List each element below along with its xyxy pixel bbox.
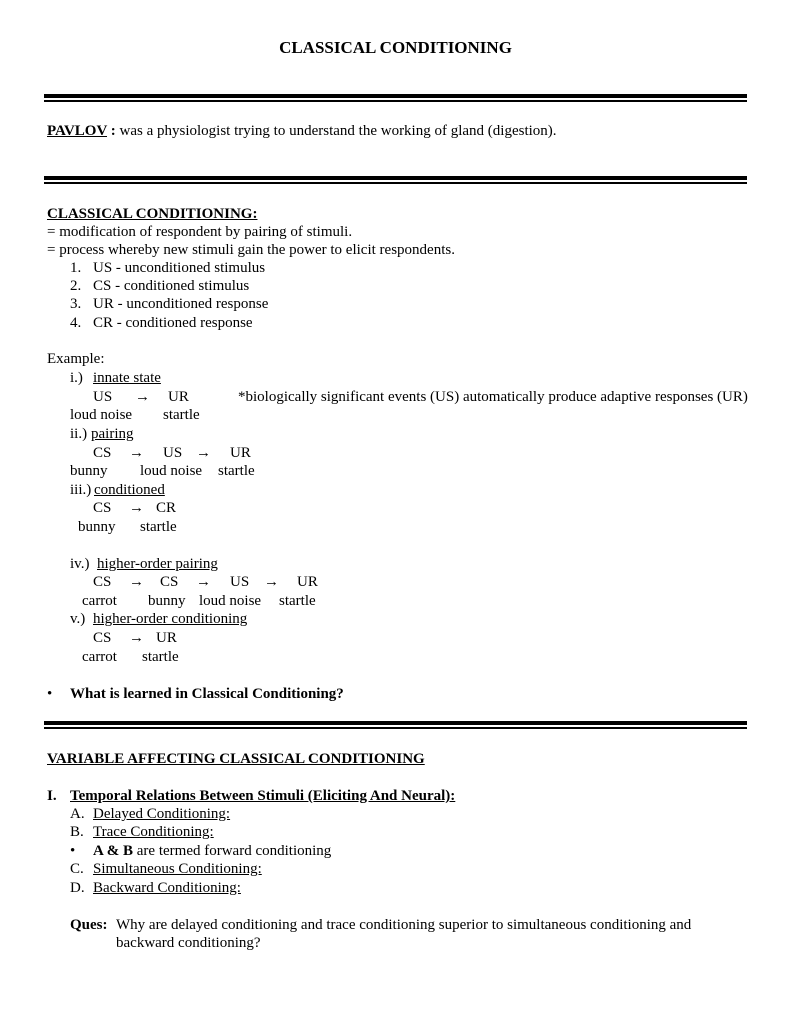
cc-definition-1: = modification of respondent by pairing of stimuli. xyxy=(47,224,353,240)
ques-text-line-1: Why are delayed conditioning and trace conditioning superior to simultaneous conditioning and xyxy=(116,917,692,933)
trace-conditioning: Trace Conditioning: xyxy=(93,824,214,840)
arrow-icon: → xyxy=(129,630,144,646)
page-title: CLASSICAL CONDITIONING xyxy=(279,38,512,57)
variables-heading: VARIABLE AFFECTING CLASSICAL CONDITIONING xyxy=(47,751,425,767)
stimulus-word: loud noise xyxy=(140,463,203,479)
learned-question: What is learned in Classical Conditioning? xyxy=(70,686,344,702)
stimulus-word: carrot xyxy=(82,649,117,665)
list-letter: C. xyxy=(70,861,84,877)
symbol-cs: CS xyxy=(93,630,112,646)
example-label: Example: xyxy=(47,351,105,367)
divider xyxy=(44,176,747,184)
cc-item-num: 4. xyxy=(70,315,82,331)
example-step-num: v.) xyxy=(70,611,86,627)
ques-label: Ques: xyxy=(70,917,108,933)
example-step-title: innate state xyxy=(93,370,161,386)
response-word: startle xyxy=(142,649,179,665)
symbol-cs: CS xyxy=(93,500,112,516)
pavlov-line xyxy=(47,122,557,140)
cc-item-text: CS - conditioned stimulus xyxy=(93,278,250,294)
response-word: startle xyxy=(163,407,200,423)
arrow-icon: → xyxy=(196,445,211,461)
cc-item-text: UR - unconditioned response xyxy=(93,296,269,312)
cc-definition-2: = process whereby new stimuli gain the power to elicit respondents. xyxy=(47,242,455,258)
arrow-icon: → xyxy=(129,500,144,516)
response-word: startle xyxy=(279,593,316,609)
example-step-num: ii.) xyxy=(70,426,88,442)
response-word: startle xyxy=(218,463,255,479)
cc-item-text: CR - conditioned response xyxy=(93,315,253,331)
innate-note: *biologically significant events (US) automatically produce adaptive responses (UR) xyxy=(238,389,748,405)
arrow-icon: → xyxy=(129,574,144,590)
list-letter: D. xyxy=(70,880,85,896)
arrow-icon: → xyxy=(264,574,279,590)
stimulus-word: bunny xyxy=(78,519,116,535)
forward-note-text: are termed forward conditioning xyxy=(133,843,332,859)
list-letter: B. xyxy=(70,824,84,840)
symbol-cs: CS xyxy=(160,574,179,590)
symbol-cs: CS xyxy=(93,445,112,461)
stimulus-word: bunny xyxy=(70,463,108,479)
stimulus-word: bunny xyxy=(148,593,186,609)
example-step-num: iv.) xyxy=(70,556,90,572)
cc-item-num: 1. xyxy=(70,260,82,276)
arrow-icon: → xyxy=(135,389,150,405)
pavlov-label: PAVLOV xyxy=(47,123,108,139)
example-step-num: iii.) xyxy=(70,482,92,498)
bullet-icon: • xyxy=(47,686,53,702)
bullet-icon: • xyxy=(70,843,76,859)
backward-conditioning: Backward Conditioning: xyxy=(93,880,241,896)
symbol-ur: UR xyxy=(156,630,177,646)
cc-heading: CLASSICAL CONDITIONING: xyxy=(47,206,258,222)
arrow-icon: → xyxy=(129,445,144,461)
arrow-icon: → xyxy=(196,574,211,590)
ques-text-line-2: backward conditioning? xyxy=(116,935,261,951)
divider xyxy=(44,94,747,102)
symbol-us: US xyxy=(230,574,250,590)
symbol-ur: UR xyxy=(297,574,318,590)
stimulus-word: loud noise xyxy=(199,593,262,609)
forward-note xyxy=(93,842,331,860)
divider xyxy=(44,721,747,729)
symbol-us: US xyxy=(93,389,113,405)
example-step-title: higher-order conditioning xyxy=(93,611,248,627)
forward-note-bold: A & B xyxy=(93,843,134,859)
symbol-ur: UR xyxy=(168,389,189,405)
simultaneous-conditioning: Simultaneous Conditioning: xyxy=(93,861,262,877)
response-word: startle xyxy=(140,519,177,535)
cc-item-num: 3. xyxy=(70,296,82,312)
symbol-cr: CR xyxy=(156,500,177,516)
list-letter: A. xyxy=(70,806,85,822)
pavlov-colon: : xyxy=(107,123,116,139)
example-step-title: higher-order pairing xyxy=(97,556,218,572)
example-step-title: pairing xyxy=(91,426,134,442)
delayed-conditioning: Delayed Conditioning: xyxy=(93,806,231,822)
stimulus-word: carrot xyxy=(82,593,117,609)
cc-item-num: 2. xyxy=(70,278,82,294)
section-number: I. xyxy=(47,788,57,804)
section-title: Temporal Relations Between Stimuli (Eliciting And Neural): xyxy=(70,788,456,804)
example-step-title: conditioned xyxy=(94,482,165,498)
symbol-cs: CS xyxy=(93,574,112,590)
pavlov-text: was a physiologist trying to understand the working of gland (digestion). xyxy=(115,123,557,139)
symbol-ur: UR xyxy=(230,445,251,461)
example-step-num: i.) xyxy=(70,370,83,386)
symbol-us: US xyxy=(163,445,183,461)
cc-item-text: US - unconditioned stimulus xyxy=(93,260,266,276)
stimulus-word: loud noise xyxy=(70,407,133,423)
